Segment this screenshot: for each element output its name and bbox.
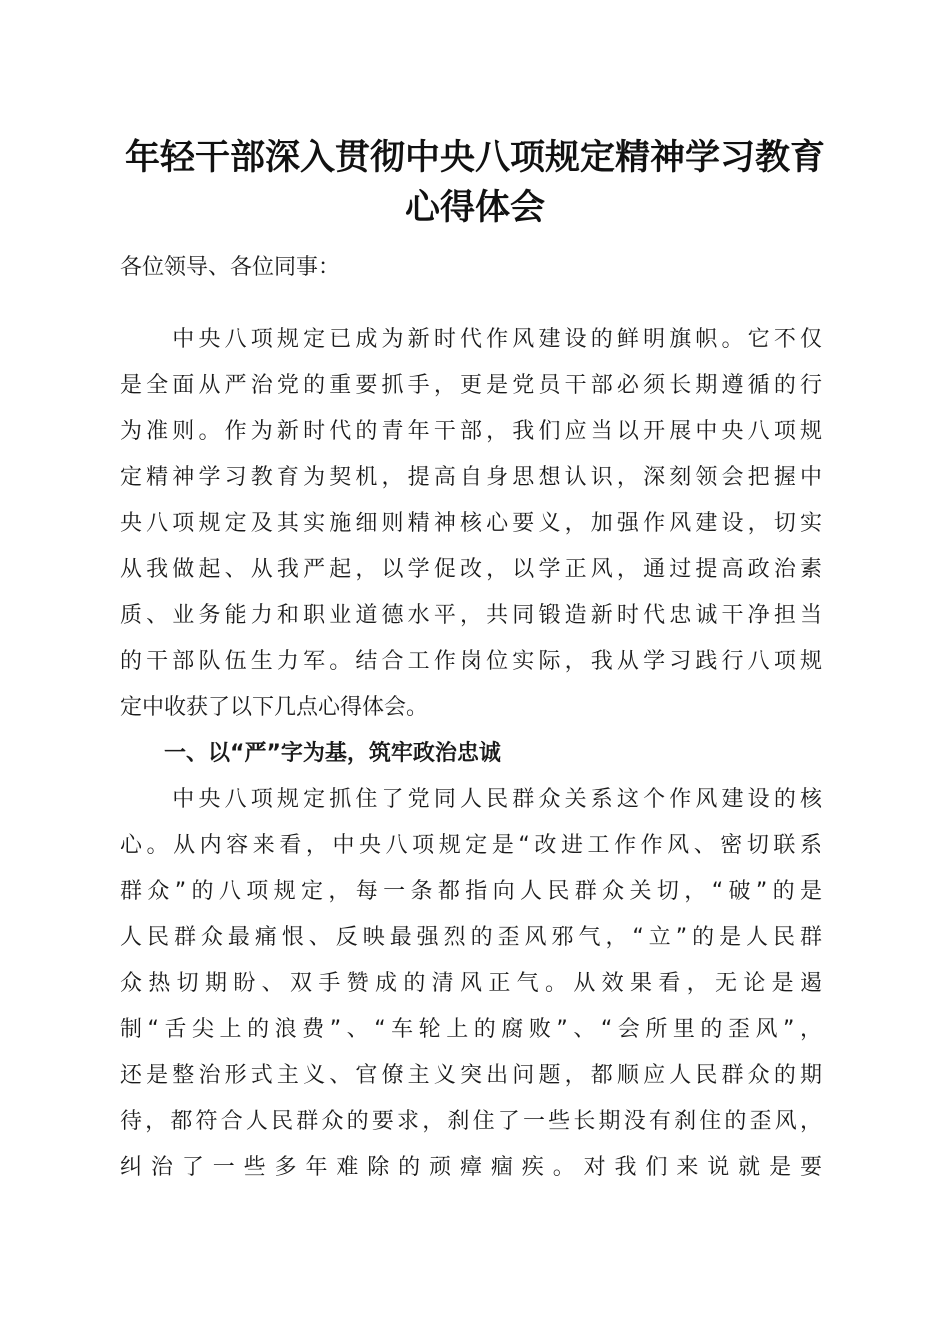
paragraph-1-line: 质、业务能力和职业道德水平，共同锻造新时代忠诚干净担当 bbox=[120, 603, 822, 628]
paragraph-2-line: 众热切期盼、双手赞成的清风正气。从效果看，无论是遏 bbox=[120, 971, 822, 996]
paragraph-1-line: 央八项规定及其实施细则精神核心要义，加强作风建设，切实 bbox=[120, 511, 822, 536]
paragraph-1-line: 从我做起、从我严起，以学促改，以学正风，通过提高政治素 bbox=[120, 557, 822, 582]
paragraph-2-line: 制“舌尖上的浪费”、“车轮上的腐败”、“会所里的歪风”， bbox=[120, 1017, 822, 1042]
section-1-heading: 一、以“严”字为基，筑牢政治忠诚 bbox=[120, 741, 501, 766]
paragraph-2-line: 人民群众最痛恨、反映最强烈的歪风邪气，“立”的是人民群 bbox=[120, 925, 822, 950]
paragraph-2-line: 纠治了一些多年难除的顽瘴痼疾。对我们来说就是要 bbox=[120, 1155, 822, 1180]
document-title-line-2: 心得体会 bbox=[404, 187, 545, 228]
paragraph-1-line: 是全面从严治党的重要抓手，更是党员干部必须长期遵循的行 bbox=[120, 373, 822, 398]
paragraph-1-line: 的干部队伍生力军。结合工作岗位实际，我从学习践行八项规 bbox=[120, 649, 822, 674]
document-title-line-1: 年轻干部深入贯彻中央八项规定精神学习教育 bbox=[124, 137, 825, 178]
greeting-line: 各位领导、各位同事： bbox=[120, 255, 341, 280]
paragraph-2-line: 中央八项规定抓住了党同人民群众关系这个作风建设的核 bbox=[120, 787, 822, 812]
paragraph-2-line: 还是整治形式主义、官僚主义突出问题，都顺应人民群众的期 bbox=[120, 1063, 822, 1088]
paragraph-2-line: 待，都符合人民群众的要求，刹住了一些长期没有刹住的歪风， bbox=[120, 1109, 822, 1134]
paragraph-1-line: 定中收获了以下几点心得体会。 bbox=[120, 695, 429, 720]
paragraph-2-line: 群众”的八项规定，每一条都指向人民群众关切，“破”的是 bbox=[120, 879, 822, 904]
paragraph-2-line: 心。从内容来看，中央八项规定是“改进工作作风、密切联系 bbox=[120, 833, 822, 858]
paragraph-1-line: 定精神学习教育为契机，提高自身思想认识，深刻领会把握中 bbox=[120, 465, 822, 490]
paragraph-1-line: 中央八项规定已成为新时代作风建设的鲜明旗帜。它不仅 bbox=[120, 327, 822, 352]
paragraph-1-line: 为准则。作为新时代的青年干部，我们应当以开展中央八项规 bbox=[120, 419, 822, 444]
